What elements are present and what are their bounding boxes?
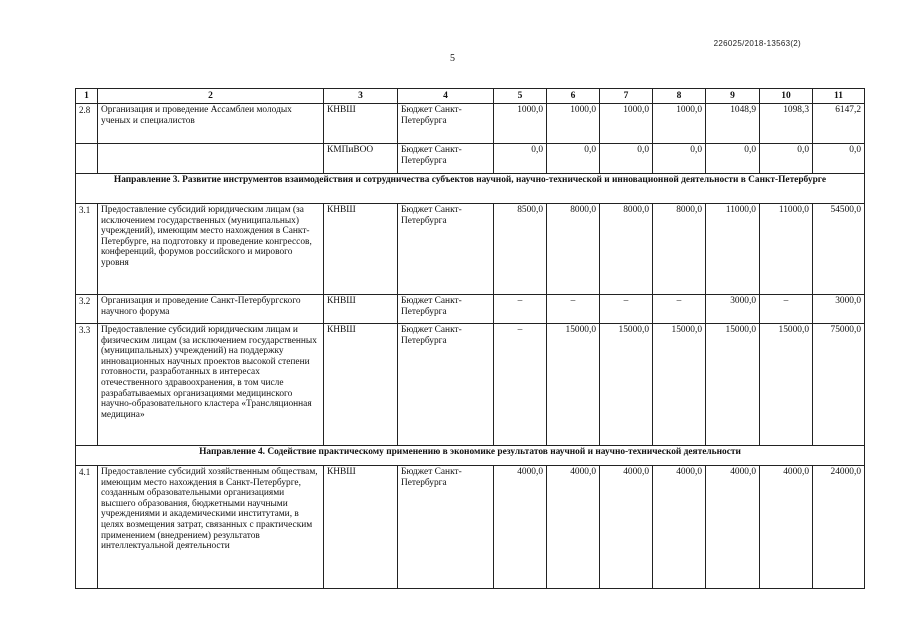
funding-source: Бюджет Санкт-Петербурга bbox=[398, 324, 494, 446]
value-cell: 0,0 bbox=[706, 144, 760, 174]
column-header: 4 bbox=[398, 89, 494, 104]
item-description: Предоставление субсидий юридическим лицам (за исключением государственных (муниципальных) учреждений), имеющим место нахождения в Санкт-Петербурге, на подготовку и проведение конгрессов, конференций, форумов российского и мирового уровня bbox=[98, 204, 324, 295]
column-header: 9 bbox=[706, 89, 760, 104]
funding-source: Бюджет Санкт-Петербурга bbox=[398, 144, 494, 174]
value-cell: 1000,0 bbox=[653, 104, 706, 144]
column-header: 3 bbox=[324, 89, 398, 104]
responsible-org: КНВШ bbox=[324, 104, 398, 144]
responsible-org: КМПиВОО bbox=[324, 144, 398, 174]
item-number: 4.1 bbox=[76, 466, 98, 589]
value-cell: 1000,0 bbox=[494, 104, 547, 144]
column-header: 10 bbox=[760, 89, 813, 104]
item-number-empty bbox=[76, 144, 98, 174]
value-cell: 3000,0 bbox=[813, 295, 865, 324]
table-row bbox=[76, 295, 865, 324]
value-cell: 24000,0 bbox=[813, 466, 865, 589]
value-cell: 1000,0 bbox=[547, 104, 600, 144]
item-number: 2.8 bbox=[76, 104, 98, 144]
item-number: 3.1 bbox=[76, 204, 98, 295]
value-cell: – bbox=[547, 295, 600, 324]
item-description: Предоставление субсидий юридическим лицам и физическим лицам (за исключением государственных (муниципальных) учреждений) на поддержку инновационных научных проектов высокой степени готовности, разработанных в интересах отечественного здравоохранения, в том числе разрабатываемых организациями медицинского научно-образовательного кластера «Трансляционная медицина» bbox=[98, 324, 324, 446]
value-cell: 0,0 bbox=[653, 144, 706, 174]
value-cell: 4000,0 bbox=[653, 466, 706, 589]
value-cell: 0,0 bbox=[760, 144, 813, 174]
item-number: 3.3 bbox=[76, 324, 98, 446]
value-cell: 8000,0 bbox=[600, 204, 653, 295]
value-cell: 8500,0 bbox=[494, 204, 547, 295]
value-cell: 1000,0 bbox=[600, 104, 653, 144]
responsible-org: КНВШ bbox=[324, 324, 398, 446]
value-cell: 4000,0 bbox=[760, 466, 813, 589]
value-cell: 0,0 bbox=[494, 144, 547, 174]
funding-source: Бюджет Санкт-Петербурга bbox=[398, 204, 494, 295]
value-cell: 15000,0 bbox=[706, 324, 760, 446]
item-description: Предоставление субсидий хозяйственным обществам, имеющим место нахождения в Санкт-Петербурге, созданным образовательными организациями высшего образования, бюджетными научными учреждениями и академическими институтами, в целях возмещения затрат, связанных с практическим применением (внедрением) результатов интеллектуальной деятельности bbox=[98, 466, 324, 589]
table-row bbox=[76, 204, 865, 295]
value-cell: 75000,0 bbox=[813, 324, 865, 446]
value-cell: 8000,0 bbox=[547, 204, 600, 295]
responsible-org: КНВШ bbox=[324, 466, 398, 589]
funding-source: Бюджет Санкт-Петербурга bbox=[398, 104, 494, 144]
value-cell: 15000,0 bbox=[547, 324, 600, 446]
responsible-org: КНВШ bbox=[324, 204, 398, 295]
value-cell: 4000,0 bbox=[600, 466, 653, 589]
value-cell: 15000,0 bbox=[600, 324, 653, 446]
value-cell: 4000,0 bbox=[494, 466, 547, 589]
value-cell: 0,0 bbox=[600, 144, 653, 174]
value-cell: – bbox=[653, 295, 706, 324]
value-cell: 15000,0 bbox=[653, 324, 706, 446]
column-header: 8 bbox=[653, 89, 706, 104]
column-header: 1 bbox=[76, 89, 98, 104]
item-number: 3.2 bbox=[76, 295, 98, 324]
column-header: 7 bbox=[600, 89, 653, 104]
column-header: 5 bbox=[494, 89, 547, 104]
column-header: 6 bbox=[547, 89, 600, 104]
funding-source: Бюджет Санкт-Петербурга bbox=[398, 295, 494, 324]
value-cell: – bbox=[494, 324, 547, 446]
table-row bbox=[76, 104, 865, 144]
value-cell: – bbox=[600, 295, 653, 324]
value-cell: 11000,0 bbox=[760, 204, 813, 295]
item-description: Организация и проведение Санкт-Петербургского научного форума bbox=[98, 295, 324, 324]
document-number: 226025/2018-13563(2) bbox=[713, 39, 801, 48]
value-cell: 4000,0 bbox=[706, 466, 760, 589]
funding-source: Бюджет Санкт-Петербурга bbox=[398, 466, 494, 589]
program-table bbox=[75, 88, 865, 589]
table-row bbox=[76, 324, 865, 446]
value-cell: 54500,0 bbox=[813, 204, 865, 295]
table-row bbox=[76, 144, 865, 174]
value-cell: 1098,3 bbox=[760, 104, 813, 144]
header-row bbox=[76, 89, 865, 104]
item-description-empty bbox=[98, 144, 324, 174]
section-row bbox=[76, 446, 865, 466]
value-cell: 0,0 bbox=[813, 144, 865, 174]
value-cell: 8000,0 bbox=[653, 204, 706, 295]
value-cell: – bbox=[494, 295, 547, 324]
value-cell: 6147,2 bbox=[813, 104, 865, 144]
responsible-org: КНВШ bbox=[324, 295, 398, 324]
value-cell: 3000,0 bbox=[706, 295, 760, 324]
table-row bbox=[76, 466, 865, 589]
value-cell: 15000,0 bbox=[760, 324, 813, 446]
value-cell: 4000,0 bbox=[547, 466, 600, 589]
section-heading: Направление 3. Развитие инструментов взаимодействия и сотрудничества субъектов научной, научно-технической и инновационной деятельности в Санкт-Петербурге bbox=[76, 174, 865, 204]
column-header: 11 bbox=[813, 89, 865, 104]
section-heading: Направление 4. Содействие практическому применению в экономике результатов научной и научно-технической деятельности bbox=[76, 446, 865, 466]
page-number: 5 bbox=[450, 53, 455, 64]
value-cell: 1048,9 bbox=[706, 104, 760, 144]
value-cell: 11000,0 bbox=[706, 204, 760, 295]
item-description: Организация и проведение Ассамблеи молодых ученых и специалистов bbox=[98, 104, 324, 144]
column-header: 2 bbox=[98, 89, 324, 104]
value-cell: 0,0 bbox=[547, 144, 600, 174]
section-row bbox=[76, 174, 865, 204]
value-cell: – bbox=[760, 295, 813, 324]
